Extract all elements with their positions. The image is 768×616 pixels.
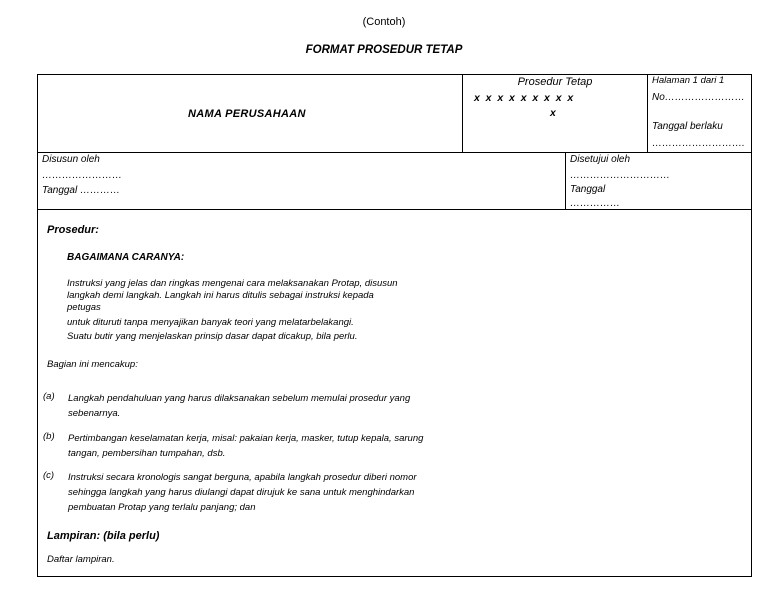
prepared-date: Tanggal ………… (42, 185, 120, 196)
item-b-line: Pertimbangan keselamatan kerja, misal: pakaian kerja, masker, tutup kepala, sarung (68, 433, 424, 444)
instruction-line: Suatu butir yang menjelaskan prinsip dasar dapat dicakup, bila perlu. (67, 331, 358, 342)
effective-date-dots: ………………………. (652, 138, 745, 149)
company-name: NAMA PERUSAHAAN (188, 108, 306, 120)
approved-by-label: Disetujui oleh (570, 154, 631, 165)
item-b-marker: (b) (43, 431, 55, 442)
approved-date-label: Tanggal (570, 184, 606, 195)
page-label: Halaman 1 dari 1 (652, 75, 725, 86)
instruction-line: Instruksi yang jelas dan ringkas mengenai cara melaksanakan Protap, disusun (67, 278, 398, 289)
item-c-line: sehingga langkah yang harus diulangi dapat dirujuk ke sana untuk menghindarkan (68, 487, 415, 498)
item-a-marker: (a) (43, 391, 55, 402)
prepared-by-label: Disusun oleh (42, 154, 100, 165)
number-label: No…………………… (652, 92, 745, 103)
divider-approval-vertical (565, 152, 566, 210)
item-a-line: sebenarnya. (68, 408, 121, 419)
procedure-code-row-1: x x x x x x x x x (474, 92, 574, 104)
attachment-text: Daftar lampiran. (47, 554, 115, 565)
includes-label: Bagian ini mencakup: (47, 359, 138, 370)
item-b-line: tangan, pembersihan tumpahan, dsb. (68, 448, 226, 459)
effective-date-label: Tanggal berlaku (652, 121, 723, 132)
attachment-heading: Lampiran: (bila perlu) (47, 530, 160, 542)
divider-horizontal-2 (38, 209, 751, 210)
item-c-text (68, 470, 417, 515)
item-b-text (68, 431, 423, 461)
item-a-line: Langkah pendahuluan yang harus dilaksanakan sebelum memulai prosedur yang (68, 393, 411, 404)
item-c-line: Instruksi secara kronologis sangat berguna, apabila langkah prosedur diberi nomor (68, 472, 417, 483)
instruction-line: untuk dituruti tanpa menyajikan banyak teori yang melatarbelakangi. (67, 317, 354, 328)
item-c-marker: (c) (43, 470, 55, 481)
divider-top-vertical-1 (462, 75, 463, 153)
instruction-line: langkah demi langkah. Langkah ini harus ditulis sebagai instruksi kepada (67, 290, 374, 301)
approved-date-dots: …………… (570, 198, 620, 209)
procedure-form (37, 74, 752, 577)
approved-by-dots: ………………………… (570, 170, 670, 181)
procedure-heading: Prosedur: (47, 224, 99, 236)
divider-top-vertical-2 (647, 75, 648, 153)
procedure-code-row-2: x (550, 107, 556, 119)
item-c-line: pembuatan Protap yang terlalu panjang; dan (68, 502, 256, 513)
instruction-line: petugas (67, 302, 101, 313)
item-a-text (68, 391, 410, 421)
example-label: (Contoh) (362, 16, 406, 28)
document-title: FORMAT PROSEDUR TETAP (305, 44, 463, 56)
prepared-by-dots: …………………… (42, 170, 122, 181)
divider-horizontal-1 (38, 152, 751, 153)
instruction-paragraph (67, 278, 398, 343)
procedure-label: Prosedur Tetap (517, 76, 593, 88)
how-heading: BAGAIMANA CARANYA: (67, 252, 185, 263)
